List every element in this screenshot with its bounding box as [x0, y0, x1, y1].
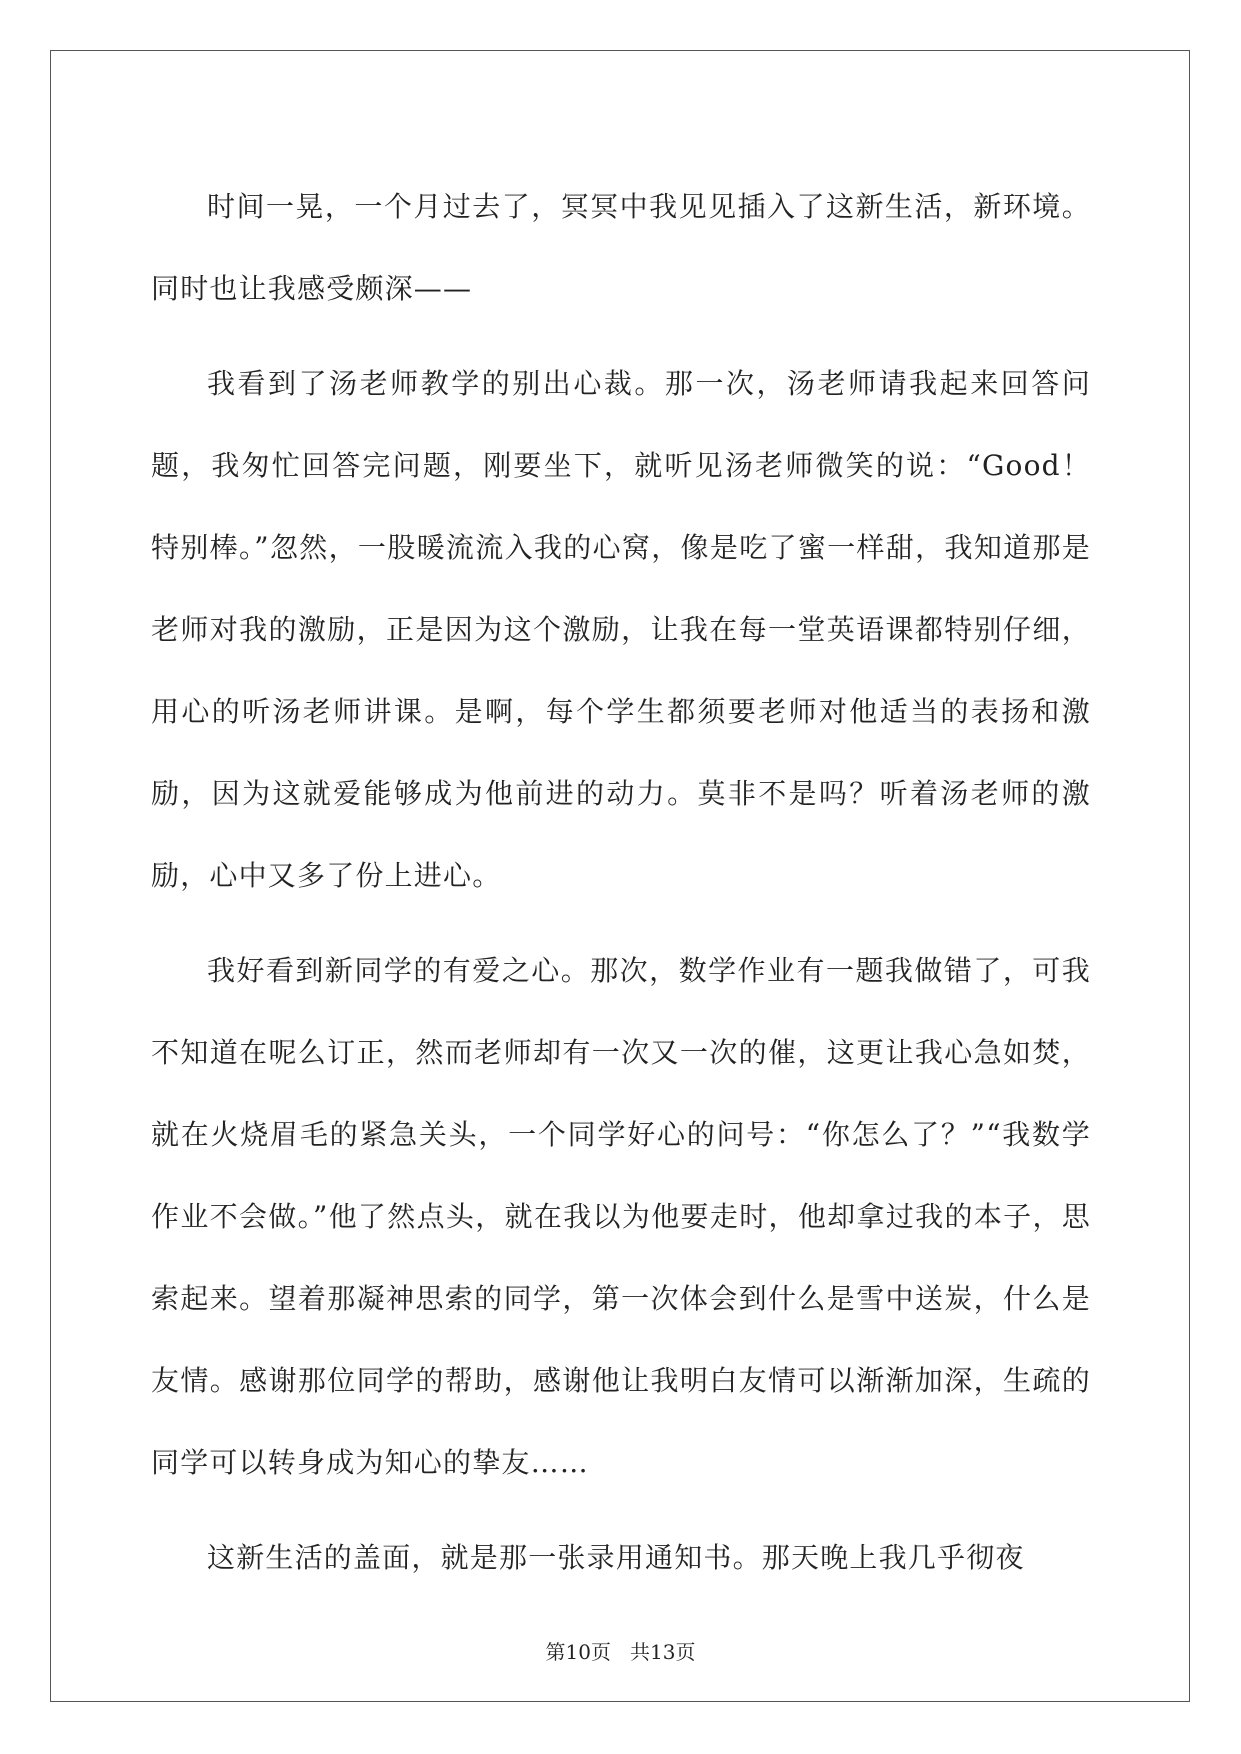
paragraph: 我看到了汤老师教学的别出心裁。那一次，汤老师请我起来回答问题，我匆忙回答完问题，刚要坐下，就听见汤老师微笑的说：“Good！特别棒。”忽然，一股暖流流入我的心窝，像是吃了蜜一样甜，我知道那是老师对我的激励，正是因为这个激励，让我在每一堂英语课都特别仔细，用心的听汤老师讲课。是啊，每个学生都须要老师对他适当的表扬和激励，因为这就爱能够成为他前进的动力。莫非不是吗？听着汤老师的激励，心中又多了份上进心。: [151, 367, 1091, 892]
page-total: 共13页: [630, 1640, 696, 1664]
paragraph: 我好看到新同学的有爱之心。那次，数学作业有一题我做错了，可我不知道在呢么订正，然而老师却有一次又一次的催，这更让我心急如焚，就在火烧眉毛的紧急关头，一个同学好心的问号：“你怎么了？”“我数学作业不会做。”他了然点头，就在我以为他要走时，他却拿过我的本子，思索起来。望着那凝神思索的同学，第一次体会到什么是雪中送炭，什么是友情。感谢那位同学的帮助，感谢他让我明白友情可以渐渐加深，生疏的同学可以转身成为知心的挚友……: [151, 954, 1092, 1479]
paragraph: 这新生活的盖面，就是那一张录用通知书。那天晚上我几乎彻夜: [207, 1541, 1025, 1574]
paragraph: 时间一晃，一个月过去了，冥冥中我见见插入了这新生活，新环境。同时也让我感受颇深——: [151, 190, 1091, 305]
page-number: 第10页: [545, 1640, 611, 1664]
page-footer: [0, 1636, 1241, 1665]
document-body: [151, 166, 1091, 1612]
